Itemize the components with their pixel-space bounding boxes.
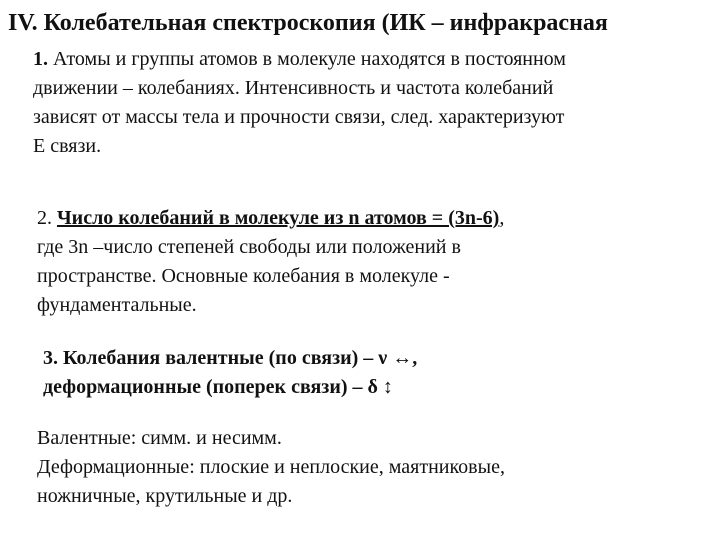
section2-number: 2.: [37, 207, 57, 229]
section-vibration-types: [43, 344, 683, 402]
section1-number: 1.: [33, 48, 48, 70]
section2-line-3: пространстве. Основные колебания в молекуле -: [37, 265, 450, 287]
section1-line-1-text: Атомы и группы атомов в молекуле находятся в постоянном: [48, 48, 566, 70]
section4-line-3: ножничные, крутильные и др.: [37, 485, 293, 507]
section1-line-1: [33, 45, 703, 74]
section2-formula: Число колебаний в молекуле из n атомов = (3n-6): [57, 207, 500, 229]
section1-line-4: Е связи.: [33, 135, 102, 157]
section-number-of-vibrations: [37, 204, 677, 320]
section2-line-1: [37, 204, 677, 233]
section1-line-3: зависят от массы тела и прочности связи, след. характеризуют: [33, 106, 565, 128]
section3-line-2: деформационные (поперек связи) – δ ↕: [43, 376, 393, 398]
section1-line-2: движении – колебаниях. Интенсивность и частота колебаний: [33, 77, 554, 99]
section2-line-2: где 3n –число степеней свободы или положений в: [37, 236, 461, 258]
slide-title: IV. Колебательная спектроскопия (ИК – инфракрасная: [8, 10, 608, 36]
section-vibration-kinds: [37, 424, 697, 511]
section2-line-4: фундаментальные.: [37, 294, 197, 316]
section4-line-2: Деформационные: плоские и неплоские, маятниковые,: [37, 456, 505, 478]
section-atoms-vibration: [33, 45, 703, 161]
section4-line-1: Валентные: симм. и несимм.: [37, 427, 282, 449]
section2-comma: ,: [499, 207, 505, 229]
section3-line-1: 3. Колебания валентные (по связи) – ν ↔,: [43, 347, 418, 369]
